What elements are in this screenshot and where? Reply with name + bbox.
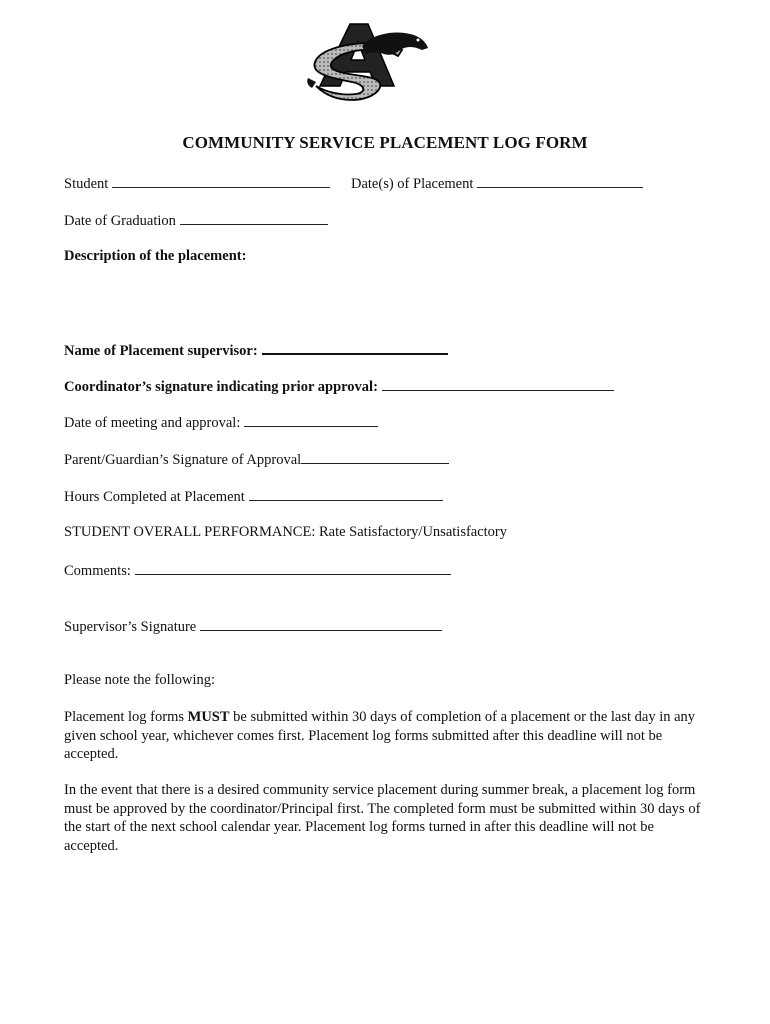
supervisor-name-row (64, 340, 448, 360)
graduation-row (64, 211, 328, 230)
meeting-date-field[interactable] (244, 413, 378, 427)
student-row (64, 174, 330, 193)
note-1-text-end: be submitted within 30 days of completion of a placement or the last day in any given school year, whichever comes first. Placement log forms submitted after this deadline will not be accepted. (64, 709, 696, 763)
note-1-emphasis: MUST (187, 709, 230, 725)
dates-row (351, 174, 643, 193)
comments-label: Comments: (64, 563, 131, 579)
supervisor-name-field[interactable] (262, 340, 448, 355)
hours-field[interactable] (249, 487, 443, 501)
coordinator-signature-field[interactable] (382, 377, 614, 391)
description-label: Description of the placement: (64, 248, 247, 264)
dates-field[interactable] (477, 174, 643, 188)
graduation-label: Date of Graduation (64, 213, 176, 229)
parent-row (64, 450, 449, 469)
note-paragraph-1 (64, 708, 704, 764)
parent-label: Parent/Guardian’s Signature of Approval (64, 452, 302, 468)
hours-label: Hours Completed at Placement (64, 489, 245, 505)
student-field[interactable] (112, 174, 330, 188)
supervisor-signature-row (64, 617, 442, 636)
meeting-row (64, 413, 378, 432)
parent-signature-field[interactable] (301, 450, 449, 464)
coordinator-row (64, 377, 614, 396)
supervisor-name-label: Name of Placement supervisor: (64, 343, 258, 359)
comments-field[interactable] (135, 561, 451, 575)
student-label: Student (64, 176, 109, 192)
comments-row (64, 561, 451, 580)
performance-label: STUDENT OVERALL PERFORMANCE: Rate Satisfactory/Unsatisfactory (64, 524, 508, 540)
graduation-field[interactable] (180, 211, 328, 225)
notes-heading: Please note the following: (64, 672, 216, 688)
page-title: COMMUNITY SERVICE PLACEMENT LOG FORM (182, 133, 588, 152)
supervisor-signature-field[interactable] (200, 617, 442, 631)
dates-label: Date(s) of Placement (351, 176, 474, 192)
note-1-text-start: Placement log forms (64, 709, 188, 725)
note-paragraph-2: In the event that there is a desired community service placement during summer break, a placement log form must be approved by the coordinator/Principal first. The completed form must be submitted within 30 days of the start of the next school calendar year. Placement log forms turned in after this deadline will not be accepted. (64, 782, 701, 854)
hours-row (64, 487, 443, 506)
meeting-label: Date of meeting and approval: (64, 415, 241, 431)
description-area[interactable] (64, 270, 704, 332)
supervisor-signature-label: Supervisor’s Signature (64, 619, 197, 635)
coordinator-label: Coordinator’s signature indicating prior approval: (64, 379, 378, 395)
school-logo (302, 16, 432, 106)
